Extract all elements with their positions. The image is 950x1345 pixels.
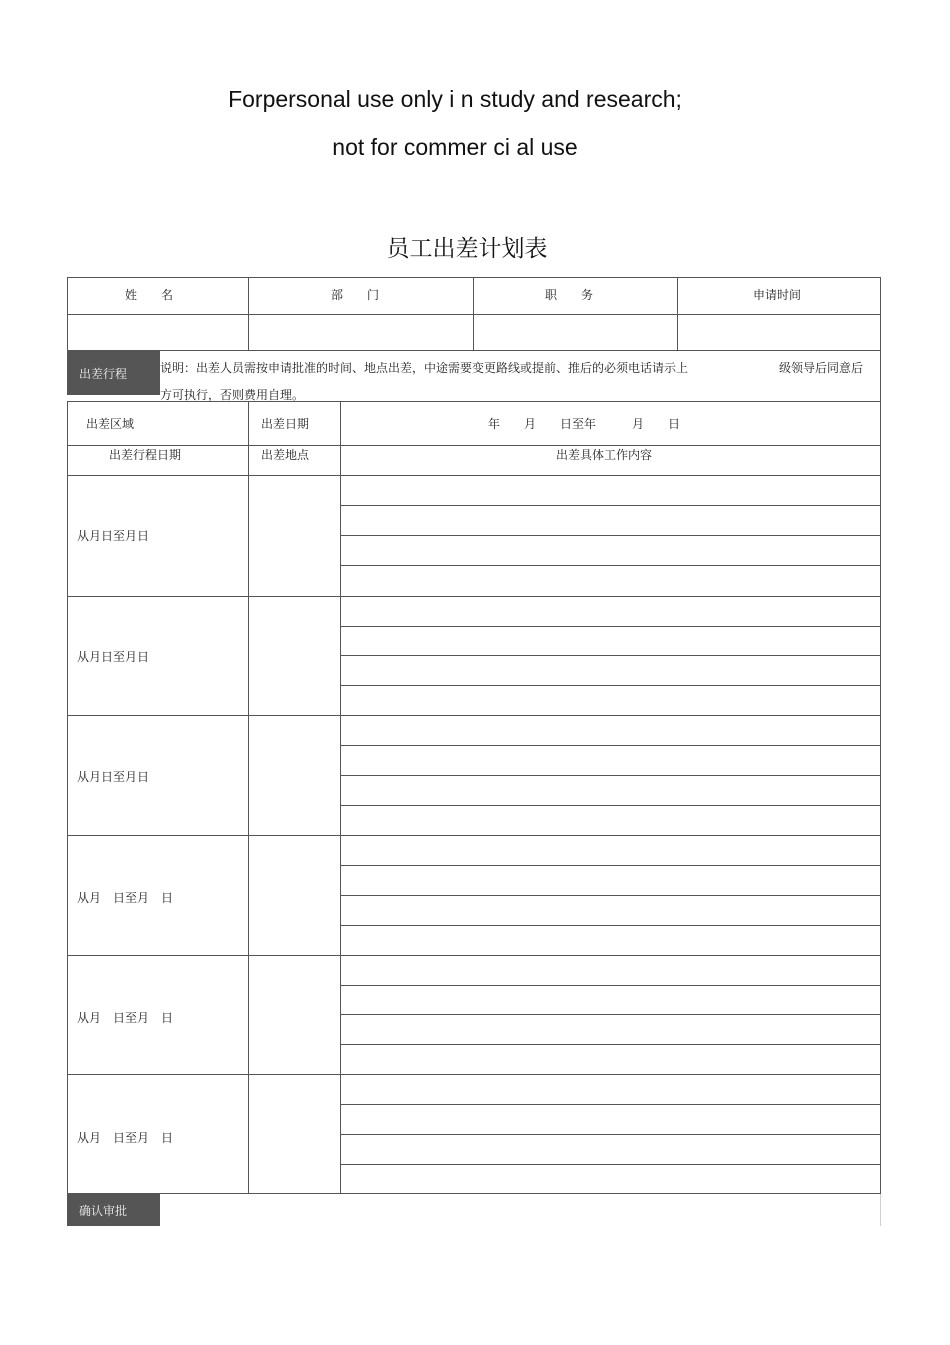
location-header: 出差地点 bbox=[261, 448, 310, 462]
note-line-1: 说明：出差人员需按申请批准的时间、地点出差，中途需要变更路线或提前、推后的必须电话请示上 bbox=[160, 361, 689, 375]
trip-row-label: 从月日至月日 bbox=[77, 770, 150, 784]
note-line-1-tail: 级领导后同意后 bbox=[779, 361, 864, 375]
date-template: 年 月 日至年 月 日 bbox=[488, 417, 681, 431]
trip-row-label: 从月 日至月 日 bbox=[77, 891, 174, 905]
work-content-header: 出差具体工作内容 bbox=[556, 448, 653, 462]
trip-row-label: 从月 日至月 日 bbox=[77, 1011, 174, 1025]
approval-label: 确认审批 bbox=[67, 1194, 160, 1226]
disclaimer-line-2: not for commer ci al use bbox=[332, 134, 578, 160]
trip-row-label: 从月日至月日 bbox=[77, 650, 150, 664]
note-line-2: 方可执行，否则费用自理。 bbox=[160, 388, 305, 402]
disclaimer-line-1: Forpersonal use only i n study and research; bbox=[228, 86, 682, 112]
name-header: 姓 名 bbox=[125, 288, 174, 302]
trip-row-label: 从月日至月日 bbox=[77, 529, 150, 543]
form-title: 员工出差计划表 bbox=[386, 236, 548, 262]
trip-row-label: 从月 日至月 日 bbox=[77, 1131, 174, 1145]
itinerary-label: 出差行程 bbox=[67, 351, 160, 395]
department-header: 部 门 bbox=[331, 288, 380, 302]
position-header: 职 务 bbox=[545, 288, 594, 302]
trip-date-header: 出差行程日期 bbox=[109, 448, 182, 462]
date-label: 出差日期 bbox=[261, 417, 310, 431]
region-label: 出差区域 bbox=[86, 417, 135, 431]
apply-time-header: 申请时间 bbox=[753, 288, 802, 302]
